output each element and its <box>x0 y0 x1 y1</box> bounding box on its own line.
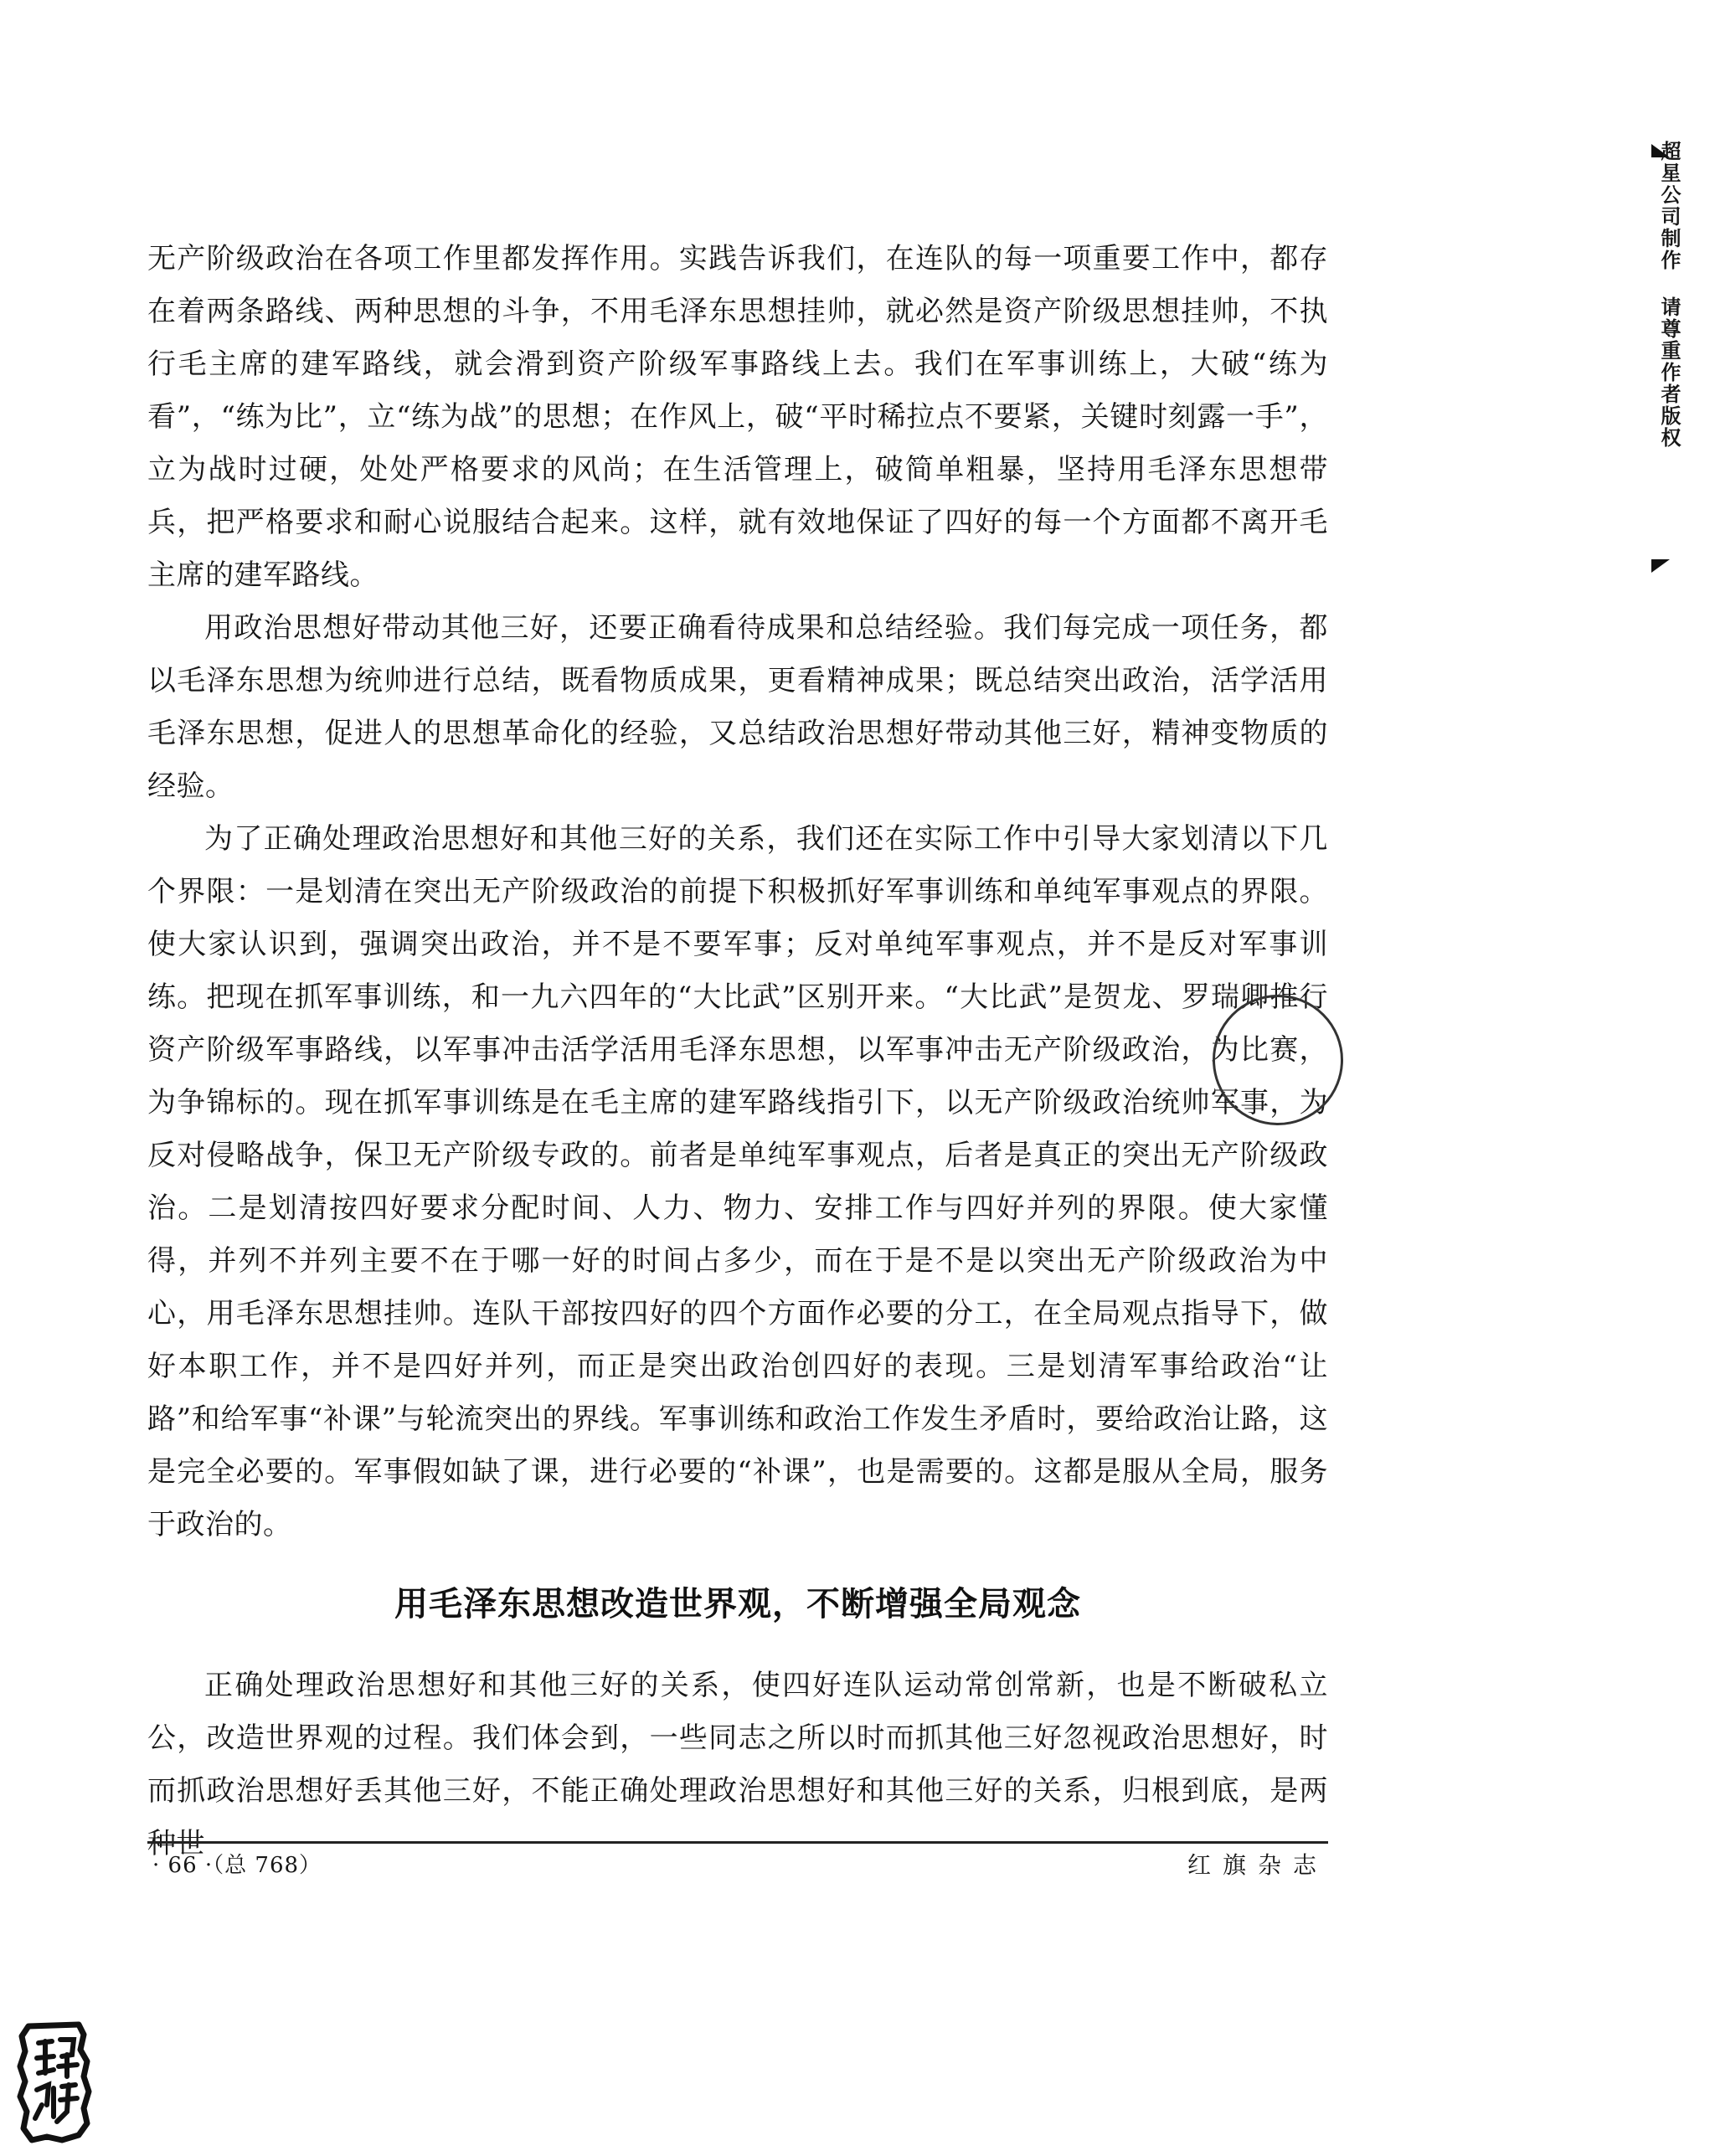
paragraph-4: 正确处理政治思想好和其他三好的关系，使四好连队运动常创常新，也是不断破私立公，改造世界观的过程。我们体会到，一些同志之所以时而抓其他三好忽视政治思想好，时而抓政治思想好丢其他三好，不能正确处理政治思想好和其他三好的关系，归根到底，是两种世 <box>147 1669 1328 1860</box>
seal-stamp-icon <box>13 2018 97 2145</box>
paragraph-2: 用政治思想好带动其他三好，还要正确看待成果和总结经验。我们每完成一项任务，都以毛泽东思想为统帅进行总结，既看物质成果，更看精神成果；既总结突出政治，活学活用毛泽东思想，促进人的思想革命化的经验，又总结政治思想好带动其他三好，精神变物质的经验。 <box>147 611 1328 803</box>
copyright-margin-note: 超星公司制作 请尊重作者版权 <box>1657 141 1681 449</box>
margin-mark-bottom-icon <box>1651 559 1670 573</box>
page-number: · 66 ·（总 768） <box>152 1853 322 1878</box>
journal-name: 红旗杂志 <box>1187 1851 1328 1879</box>
article-body <box>147 233 1328 1551</box>
paragraph-3: 为了正确处理政治思想好和其他三好的关系，我们还在实际工作中引导大家划清以下几个界限：一是划清在突出无产阶级政治的前提下积极抓好军事训练和单纯军事观点的界限。使大家认识到，强调突出政治，并不是不要军事；反对单纯军事观点，并不是反对军事训练。把现在抓军事训练，和一九六四年的“大比武”区别开来。“大比武”是贺龙、罗瑞卿推行资产阶级军事路线，以军事冲击活学活用毛泽东思想，以军事冲击无产阶级政治，为比赛，为争锦标的。现在抓军事训练是在毛主席的建军路线指引下，以无产阶级政治统帅军事，为反对侵略战争，保卫无产阶级专政的。前者是单纯军事观点，后者是真正的突出无产阶级政治。二是划清按四好要求分配时间、人力、物力、安排工作与四好并列的界限。使大家懂得，并列不并列主要不在于哪一好的时间占多少，而在于是不是以突出无产阶级政治为中心，用毛泽东思想挂帅。连队干部按四好的四个方面作必要的分工，在全局观点指导下，做好本职工作，并不是四好并列，而正是突出政治创四好的表现。三是划清军事给政治“让路”和给军事“补课”与轮流突出的界线。军事训练和政治工作发生矛盾时，要给政治让路，这是完全必要的。军事假如缺了课，进行必要的“补课”，也是需要的。这都是服从全局，服务于政治的。 <box>147 822 1328 1541</box>
footer-divider <box>147 1841 1328 1844</box>
paragraph-1: 无产阶级政治在各项工作里都发挥作用。实践告诉我们，在连队的每一项重要工作中，都存在着两条路线、两种思想的斗争，不用毛泽东思想挂帅，就必然是资产阶级思想挂帅，不执行毛主席的建军路线，就会滑到资产阶级军事路线上去。我们在军事训练上，大破“练为看”，“练为比”，立“练为战”的思想；在作风上，破“平时稀拉点不要紧，关键时刻露一手”，立为战时过硬，处处严格要求的风尚；在生活管理上，破简单粗暴，坚持用毛泽东思想带兵，把严格要求和耐心说服结合起来。这样，就有效地保证了四好的每一个方面都不离开毛主席的建军路线。 <box>147 242 1328 592</box>
section-body <box>147 1659 1328 1870</box>
section-heading: 用毛泽东思想改造世界观，不断增强全局观念 <box>394 1585 1081 1623</box>
handwritten-circle-mark <box>1213 995 1343 1125</box>
